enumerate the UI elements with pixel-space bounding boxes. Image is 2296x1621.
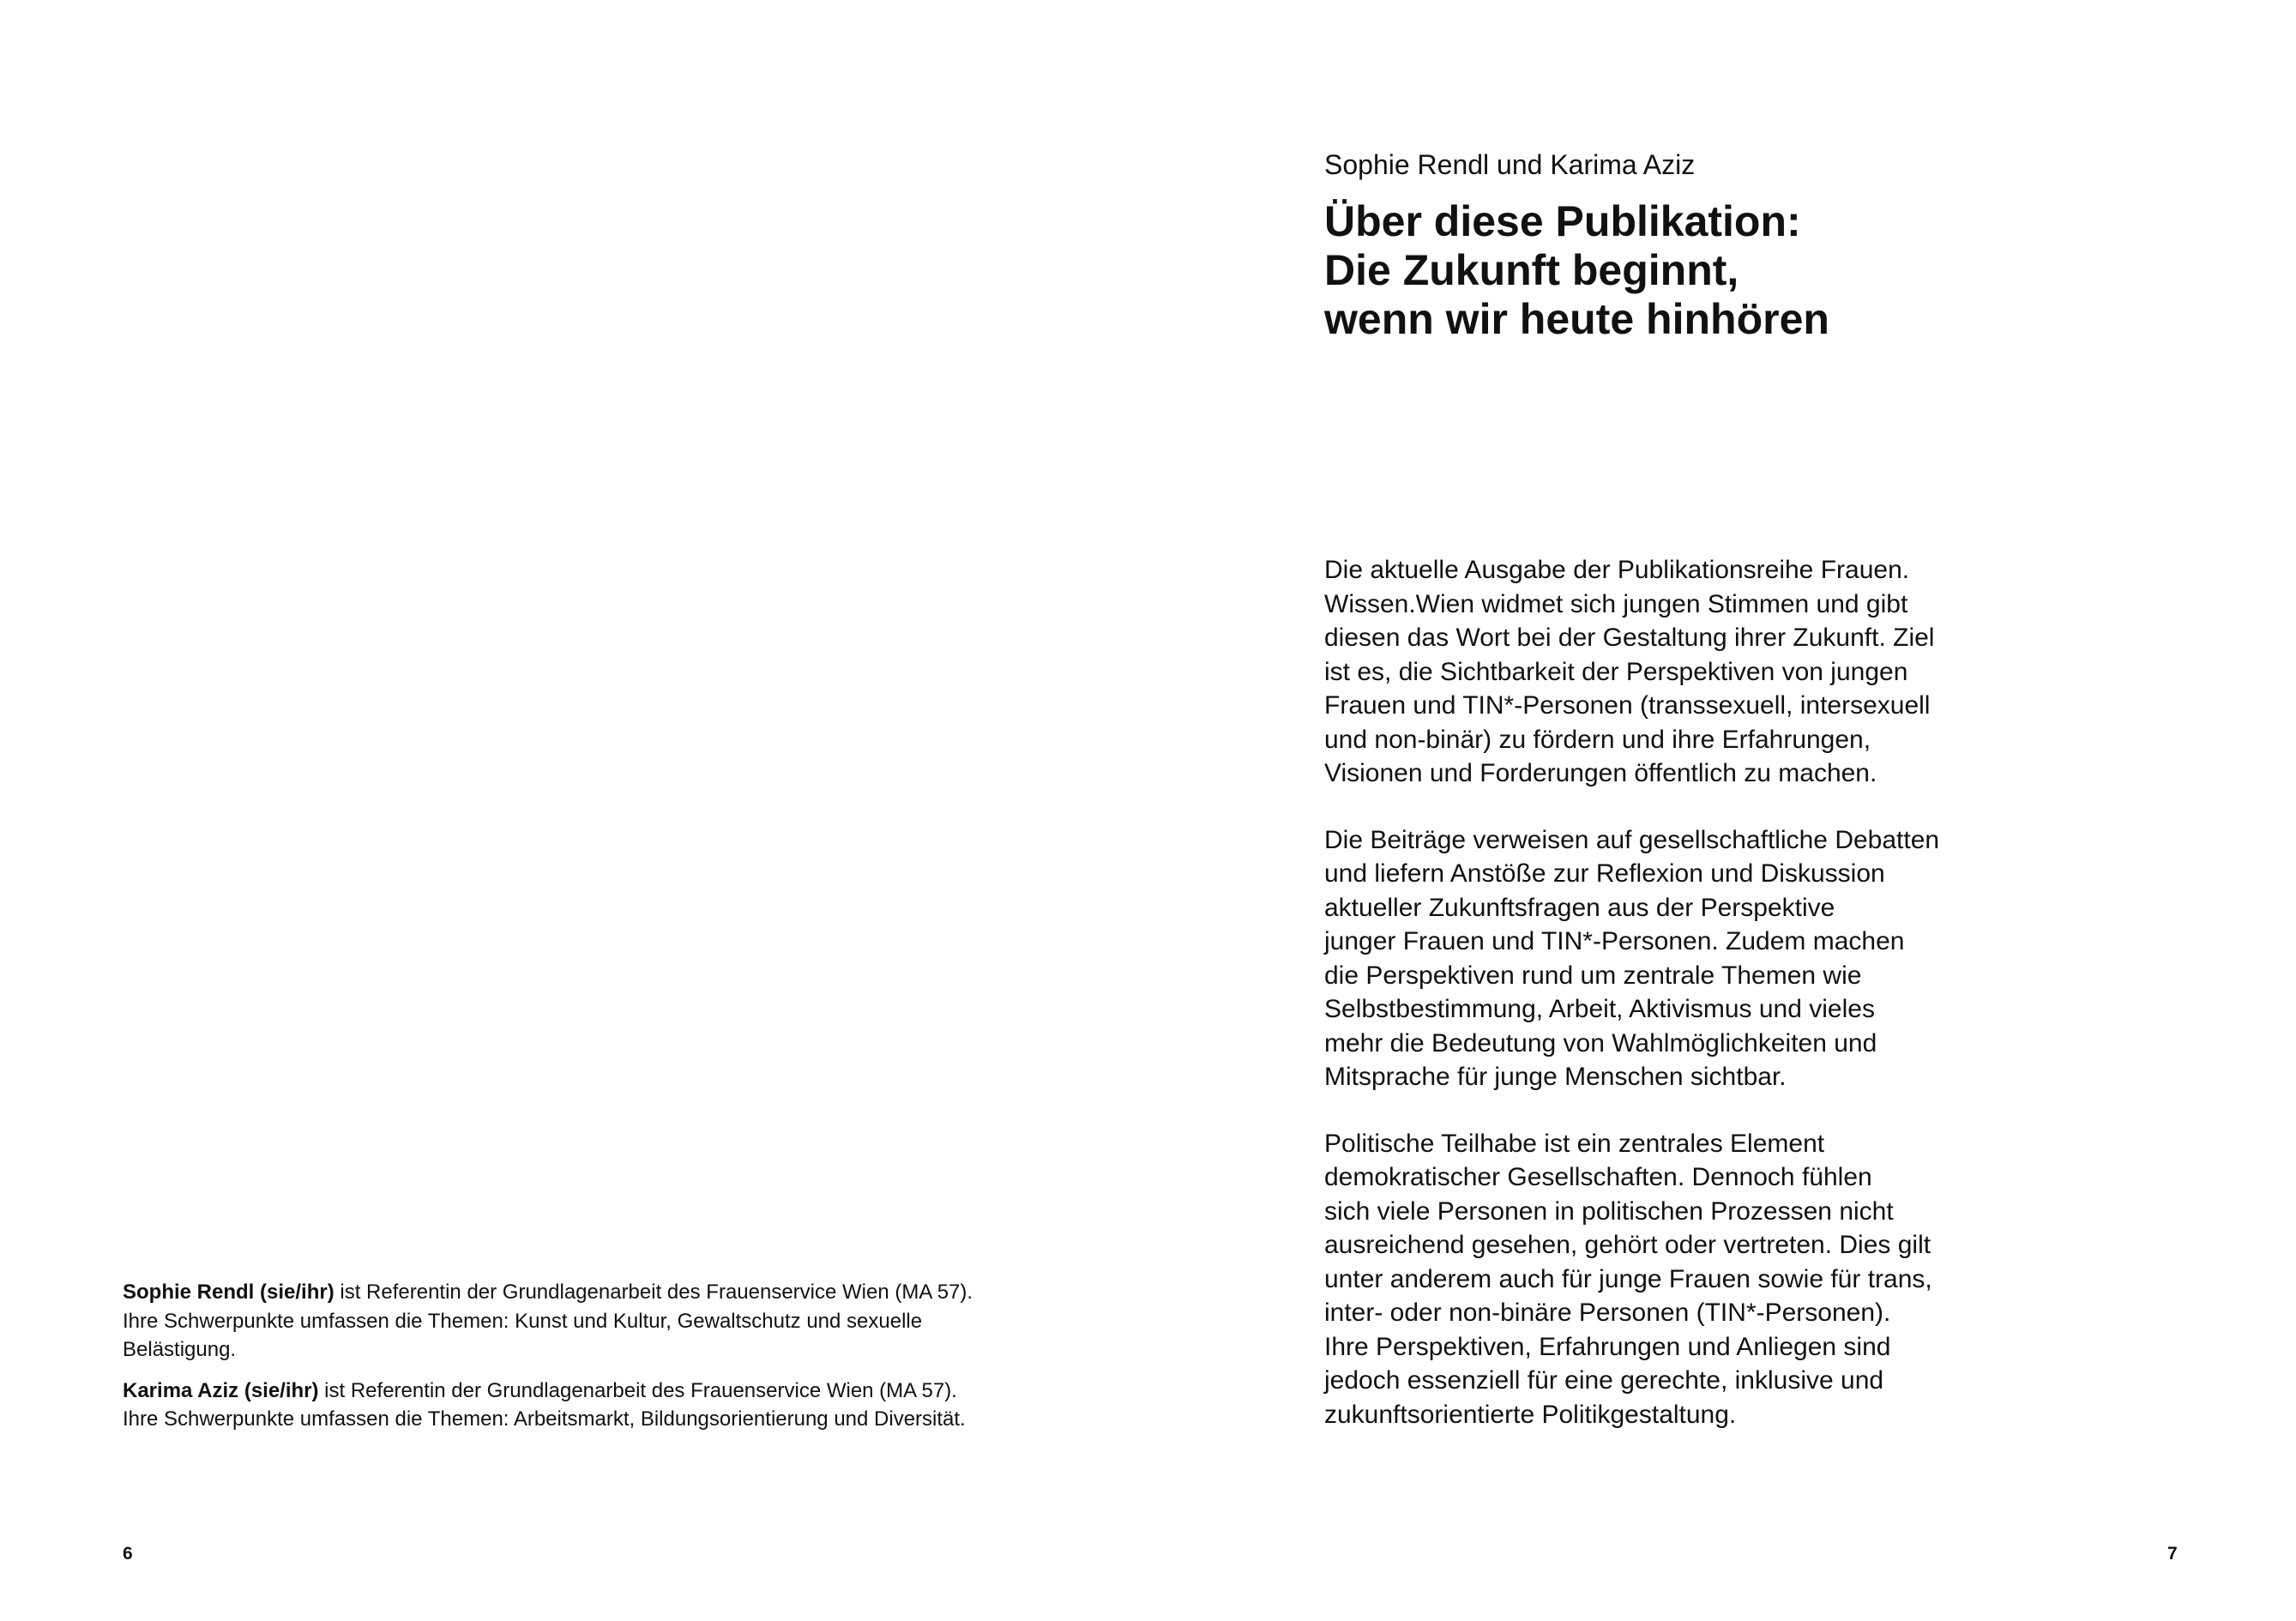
article-authors: Sophie Rendl und Karima Aziz (1324, 149, 1696, 180)
text-line: mehr die Bedeutung von Wahlmöglichkeiten und (1324, 1028, 1877, 1058)
bio-name: Karima Aziz (sie/ihr) (123, 1378, 319, 1402)
paragraph-2 (1324, 823, 1976, 1094)
text-line: Mitsprache für junge Menschen sichtbar. (1324, 1063, 1787, 1091)
page-number-right: 7 (2167, 1544, 2178, 1564)
text-line: demokratischer Gesellschaften. Dennoch fühlen (1324, 1163, 1872, 1191)
text-line: Politische Teilhabe ist ein zentrales Element (1324, 1129, 1825, 1158)
text-line: Die aktuelle Ausgabe der Publikationsreihe Frauen. (1324, 556, 1910, 584)
text-line: aktueller Zukunftsfragen aus der Perspektive (1324, 893, 1835, 922)
text-line: Ihre Perspektiven, Erfahrungen und Anliegen sind (1324, 1332, 1891, 1361)
text-line: Wissen.Wien widmet sich jungen Stimmen und gibt (1324, 589, 1908, 618)
text-line: Frauen und TIN*-Personen (transsexuell, intersexuell (1324, 691, 1931, 720)
page-number-left: 6 (123, 1544, 133, 1564)
title-line: Über diese Publikation: (1324, 197, 1801, 245)
title-line: wenn wir heute hinhören (1324, 295, 1829, 343)
article-title (1324, 197, 1829, 344)
text-line: Selbstbestimmung, Arbeit, Aktivismus und vieles (1324, 995, 1875, 1023)
paragraph-1 (1324, 553, 1976, 791)
bio-text: ist Referentin der Grundlagenarbeit des Frauenservice Wien (MA 57). Ihre Schwerpunkte umfassen die Themen: Arbeitsmarkt, Bildungsorientierung und Diversität. (123, 1378, 966, 1431)
text-line: zukunftsorientierte Politikgestaltung. (1324, 1400, 1737, 1429)
text-line: Die Beiträge verweisen auf gesellschaftliche Debatten (1324, 825, 1940, 854)
title-line: Die Zukunft beginnt, (1324, 246, 1739, 294)
article-body (1324, 553, 1976, 1464)
bio-karima-aziz (123, 1377, 989, 1434)
text-line: junger Frauen und TIN*-Personen. Zudem machen (1324, 927, 1905, 955)
text-line: diesen das Wort bei der Gestaltung ihrer Zukunft. Ziel (1324, 624, 1935, 652)
text-line: Visionen und Forderungen öffentlich zu machen. (1324, 759, 1877, 787)
text-line: ausreichend gesehen, gehört oder vertreten. Dies gilt (1324, 1231, 1931, 1259)
text-line: sich viele Personen in politischen Prozessen nicht (1324, 1196, 1894, 1226)
text-line: unter anderem auch für junge Frauen sowie für trans, (1324, 1264, 1932, 1293)
bio-name: Sophie Rendl (sie/ihr) (123, 1281, 334, 1304)
text-line: jedoch essenziell für eine gerechte, inklusive und (1324, 1366, 1884, 1395)
bio-sophie-rendl (123, 1278, 989, 1365)
text-line: und non-binär) zu fördern und ihre Erfahrungen, (1324, 725, 1871, 754)
paragraph-3 (1324, 1127, 1976, 1432)
author-bios (123, 1278, 989, 1446)
text-line: und liefern Anstöße zur Reflexion und Diskussion (1324, 859, 1885, 888)
text-line: die Perspektiven rund um zentrale Themen wie (1324, 961, 1862, 990)
text-line: inter- oder non-binäre Personen (TIN*-Personen). (1324, 1299, 1891, 1327)
bio-text: ist Referentin der Grundlagenarbeit des Frauenservice Wien (MA 57). Ihre Schwerpunkte umfassen die Themen: Kunst und Kultur, Gewaltschutz und sexuelle Belästigung. (123, 1281, 973, 1361)
text-line: ist es, die Sichtbarkeit der Perspektiven von jungen (1324, 657, 1908, 686)
